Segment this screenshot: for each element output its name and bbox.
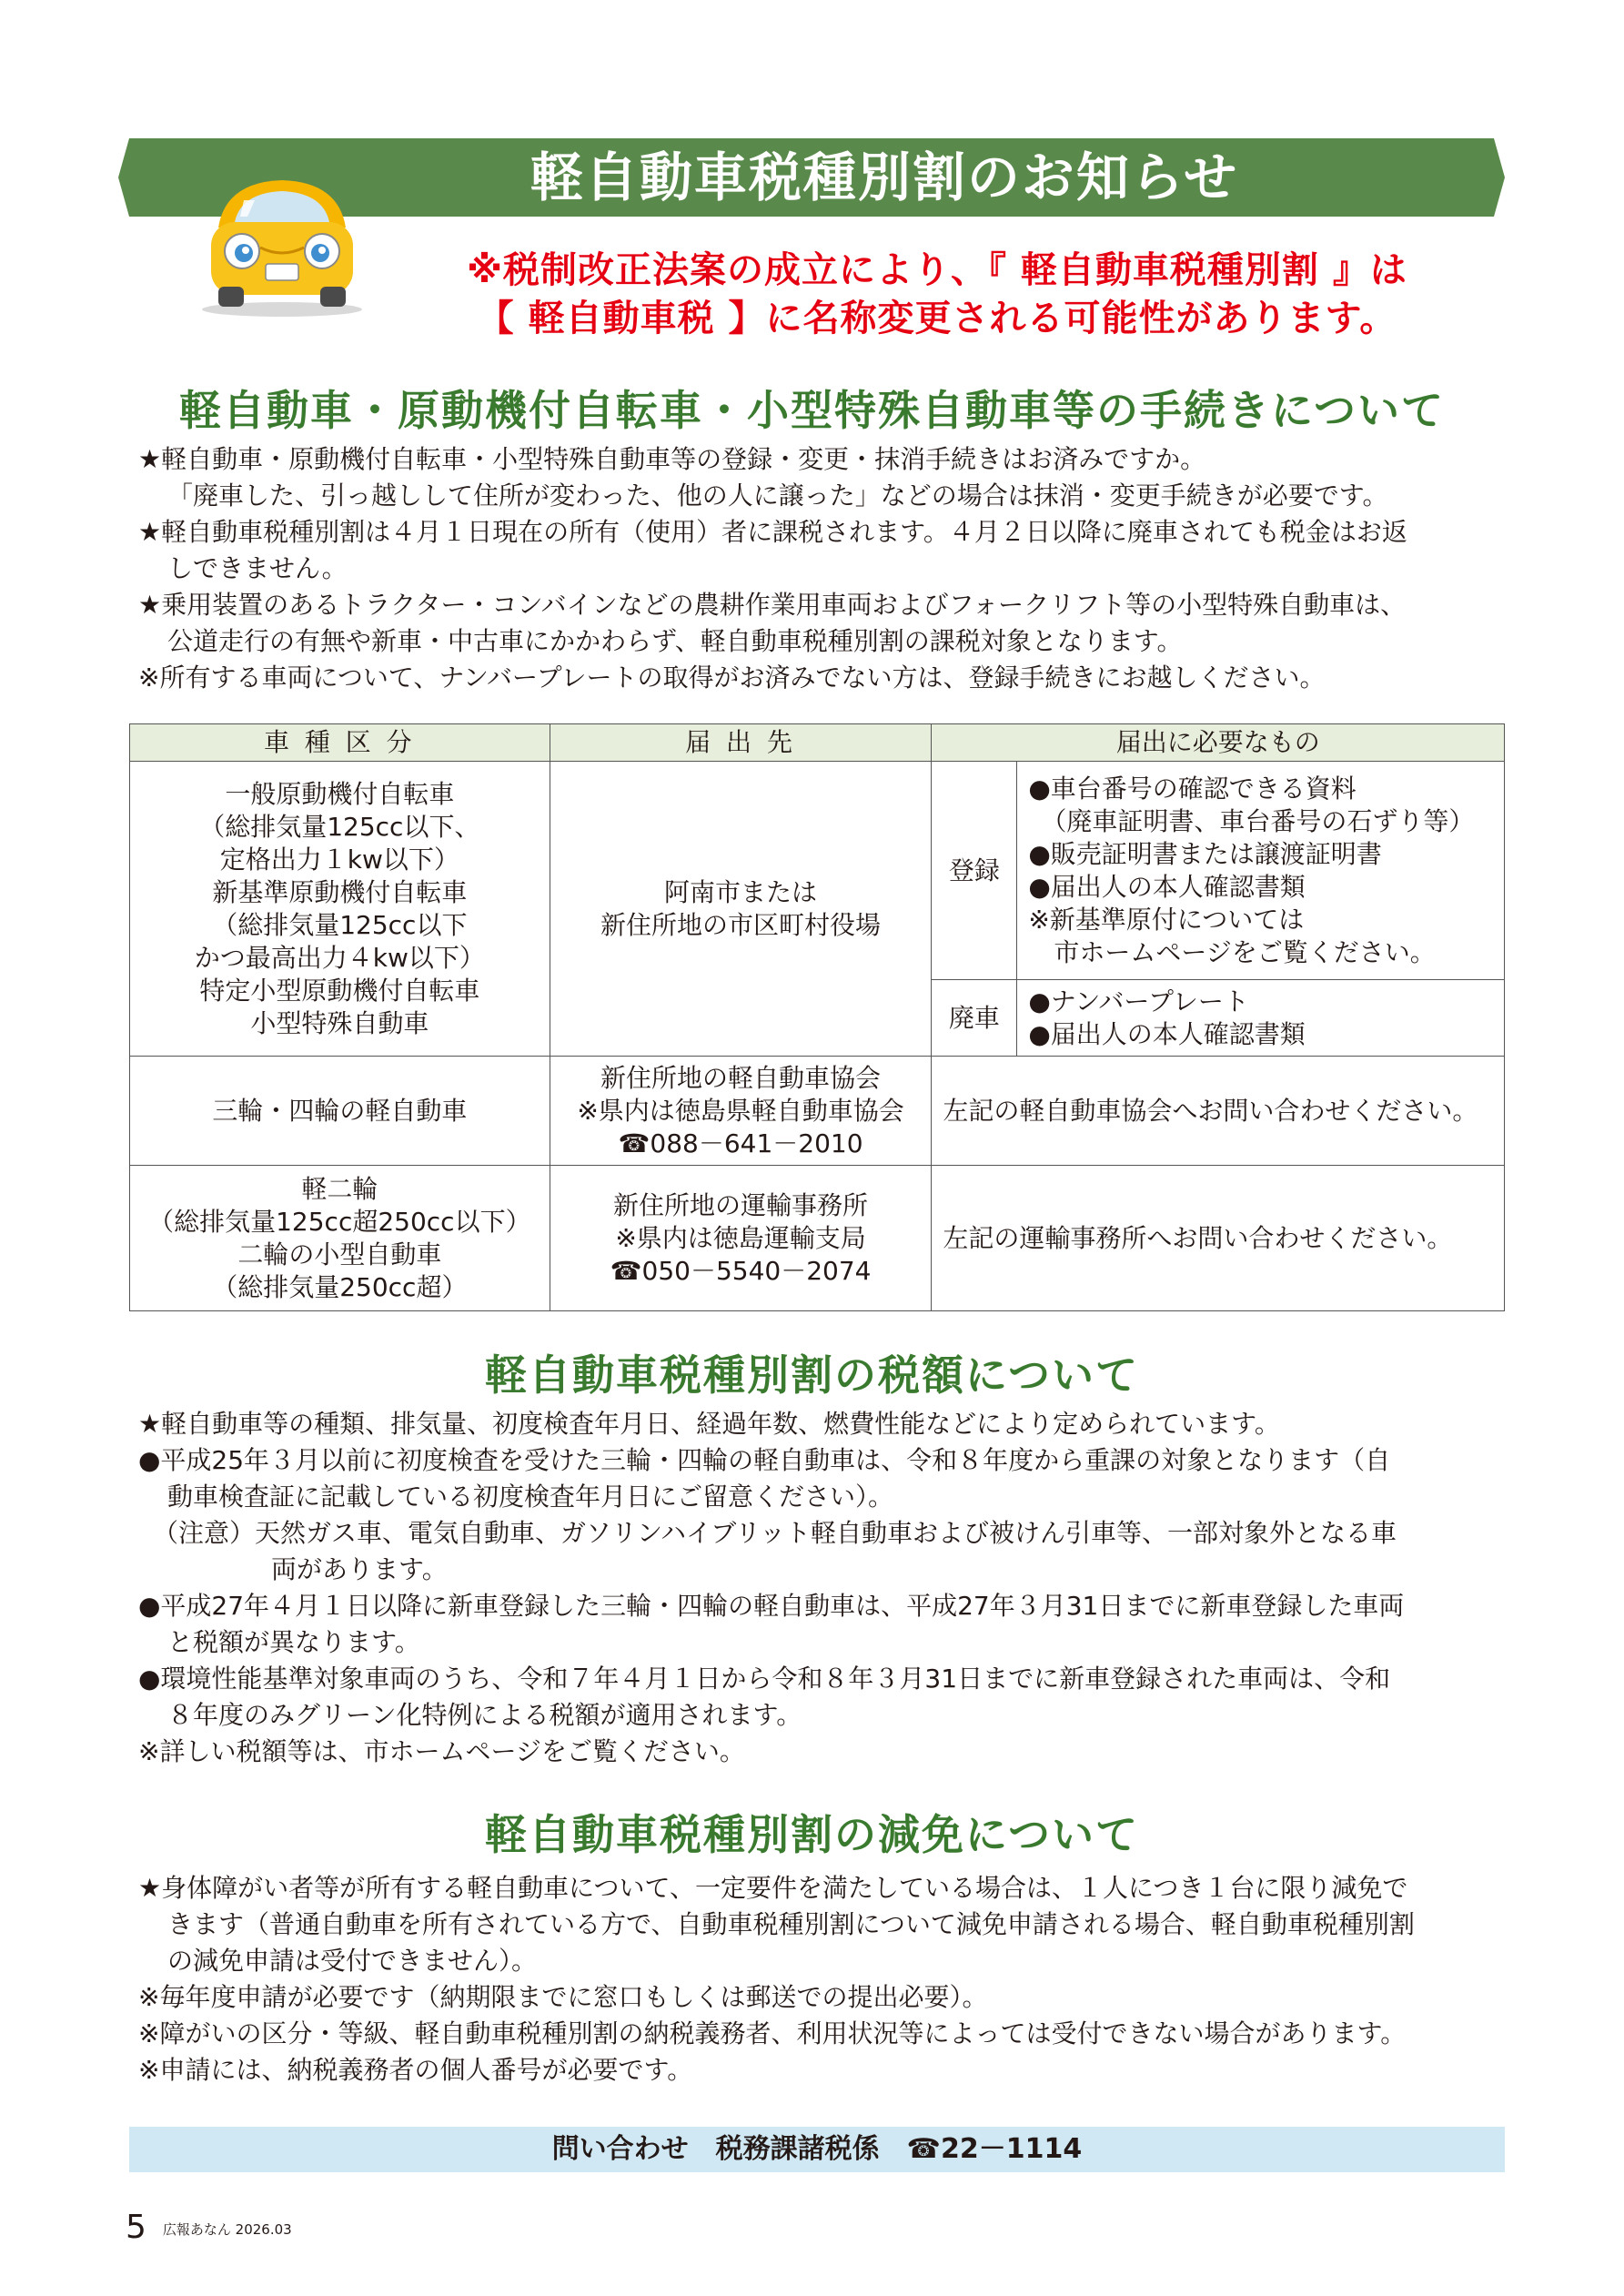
scrap-label: 廃車 bbox=[932, 980, 1017, 1057]
section2-heading: 軽自動車税種別割の税額について bbox=[484, 1350, 1140, 1400]
paragraph-line: ８年度のみグリーン化特例による税額が適用されます。 bbox=[167, 1700, 802, 1730]
row3-category: 軽二輪 （総排気量125cc超250cc以下） 二輪の小型自動車 （総排気量250cc超） bbox=[130, 1166, 550, 1311]
section2-paragraph-2 bbox=[138, 1442, 1503, 1515]
paragraph-line: ★身体障がい者等が所有する軽自動車について、一定要件を満たしている場合は、１人につき１台に限り減免で bbox=[138, 1873, 1408, 1903]
header-required: 届出に必要なもの bbox=[932, 724, 1505, 762]
section2-note bbox=[153, 1515, 1518, 1588]
section1-paragraph-3 bbox=[138, 587, 1503, 660]
section1-paragraph-1 bbox=[138, 441, 1503, 514]
section3-paragraph-2 bbox=[138, 1979, 1503, 2016]
paragraph-line: しできません。 bbox=[167, 553, 348, 583]
page-number: 5 bbox=[126, 2209, 146, 2246]
table-row bbox=[130, 1166, 1505, 1311]
magazine-name: 広報あなん 2026.03 bbox=[162, 2220, 292, 2238]
paragraph-line: 動車検査証に記載している初度検査年月日にご留意ください）。 bbox=[167, 1482, 894, 1512]
row1-office: 阿南市または 新住所地の市区町村役場 bbox=[550, 762, 932, 1057]
row2-required: 左記の軽自動車協会へお問い合わせください。 bbox=[932, 1057, 1505, 1166]
paragraph-line: ●平成25年３月以前に初度検査を受けた三輪・四輪の軽自動車は、令和８年度から重課の対象となります（自 bbox=[138, 1445, 1391, 1475]
paragraph-line: ※毎年度申請が必要です（納期限までに窓口もしくは郵送での提出必要）。 bbox=[138, 1982, 988, 2012]
row1-category: 一般原動機付自転車 （総排気量125cc以下、 定格出力１kw以下） 新基準原動機付自転車 （総排気量125cc以下 かつ最高出力４kw以下） 特定小型原動機付自転車 小型特殊自動車 bbox=[130, 762, 550, 1057]
table-header-row bbox=[130, 724, 1505, 762]
paragraph-line: ★軽自動車税種別割は４月１日現在の所有（使用）者に課税されます。４月２日以降に廃車されても税金はお返 bbox=[138, 517, 1407, 547]
row3-office: 新住所地の運輸事務所 ※県内は徳島運輸支局 ☎050－5540－2074 bbox=[550, 1166, 932, 1311]
paragraph-line: （注意）天然ガス車、電気自動車、ガソリンハイブリット軽自動車および被けん引車等、一部対象外となる車 bbox=[153, 1518, 1397, 1548]
contact-bar: 問い合わせ 税務課諸税係 ☎22－1114 bbox=[129, 2127, 1505, 2172]
notice-line-1: ※税制改正法案の成立により、『 軽自動車税種別割 』は bbox=[467, 249, 1407, 291]
scrap-items: ●ナンバープレート ●届出人の本人確認書類 bbox=[1017, 980, 1505, 1057]
register-label: 登録 bbox=[932, 762, 1017, 980]
paragraph-line: きます（普通自動車を所有されている方で、自動車税種別割について減免申請される場合、軽自動車税種別割 bbox=[167, 1909, 1415, 1939]
section3-paragraph-3 bbox=[138, 2016, 1503, 2052]
paragraph-line: ※障がいの区分・等級、軽自動車税種別割の納税義務者、利用状況等によっては受付できない場合があります。 bbox=[138, 2018, 1407, 2048]
section1-heading: 軽自動車・原動機付自転車・小型特殊自動車等の手続きについて bbox=[178, 386, 1446, 435]
row2-category: 三輪・四輪の軽自動車 bbox=[130, 1057, 550, 1166]
row3-required: 左記の運輸事務所へお問い合わせください。 bbox=[932, 1166, 1505, 1311]
paragraph-line: ※申請には、納税義務者の個人番号が必要です。 bbox=[138, 2055, 693, 2085]
section3-heading: 軽自動車税種別割の減免について bbox=[484, 1810, 1140, 1859]
paragraph-line: ●平成27年４月１日以降に新車登録した三輪・四輪の軽自動車は、平成27年３月31日までに新車登録した車両 bbox=[138, 1591, 1405, 1621]
paragraph-line: ★軽自動車・原動機付自転車・小型特殊自動車等の登録・変更・抹消手続きはお済みですか。 bbox=[138, 444, 1206, 474]
table-row bbox=[130, 1057, 1505, 1166]
notice-line-2: 【 軽自動車税 】に名称変更される可能性があります。 bbox=[477, 298, 1397, 339]
section2-paragraph-4 bbox=[138, 1661, 1503, 1734]
paragraph-line: ★軽自動車等の種類、排気量、初度検査年月日、経過年数、燃費性能などにより定められています。 bbox=[138, 1409, 1280, 1439]
row2-office: 新住所地の軽自動車協会 ※県内は徳島県軽自動車協会 ☎088－641－2010 bbox=[550, 1057, 932, 1166]
section3-paragraph-4 bbox=[138, 2052, 1503, 2089]
section2-paragraph-1 bbox=[138, 1406, 1503, 1442]
paragraph-line: ★乗用装置のあるトラクター・コンバインなどの農耕作業用車両およびフォークリフト等の小型特殊自動車は、 bbox=[138, 590, 1407, 620]
table-row bbox=[130, 762, 1505, 980]
header-office: 届 出 先 bbox=[550, 724, 932, 762]
section2-paragraph-3 bbox=[138, 1588, 1503, 1661]
paragraph-line: ※所有する車両について、ナンバープレートの取得がお済みでない方は、登録手続きにお越しください。 bbox=[138, 663, 1326, 693]
section1-paragraph-2 bbox=[138, 514, 1503, 587]
paragraph-line: 公道走行の有無や新車・中古車にかかわらず、軽自動車税種別割の課税対象となります。 bbox=[167, 626, 1183, 656]
paragraph-line: の減免申請は受付できません）。 bbox=[167, 1946, 538, 1976]
paragraph-line: 両があります。 bbox=[271, 1554, 448, 1584]
paragraph-line: ●環境性能基準対象車両のうち、令和７年４月１日から令和８年３月31日までに新車登録された車両は、令和 bbox=[138, 1664, 1391, 1694]
procedure-table bbox=[129, 723, 1505, 1311]
page-title: 軽自動車税種別割のお知らせ bbox=[530, 147, 1239, 208]
register-items: ●車台番号の確認できる資料 （廃車証明書、車台番号の石ずり等） ●販売証明書または譲渡証明書 ●届出人の本人確認書類 ※新基準原付については 市ホームページをご覧ください。 bbox=[1017, 762, 1505, 980]
page-footer bbox=[126, 2209, 292, 2246]
paragraph-line: ※詳しい税額等は、市ホームページをご覧ください。 bbox=[138, 1736, 745, 1766]
section1-paragraph-4 bbox=[138, 660, 1503, 696]
section3-paragraph-1 bbox=[138, 1870, 1503, 1979]
header-category: 車 種 区 分 bbox=[130, 724, 550, 762]
paragraph-line: と税額が異なります。 bbox=[167, 1627, 420, 1657]
section2-paragraph-5 bbox=[138, 1734, 1503, 1770]
paragraph-line: 「廃車した、引っ越しして住所が変わった、他の人に譲った」などの場合は抹消・変更手続きが必要です。 bbox=[167, 480, 1388, 511]
